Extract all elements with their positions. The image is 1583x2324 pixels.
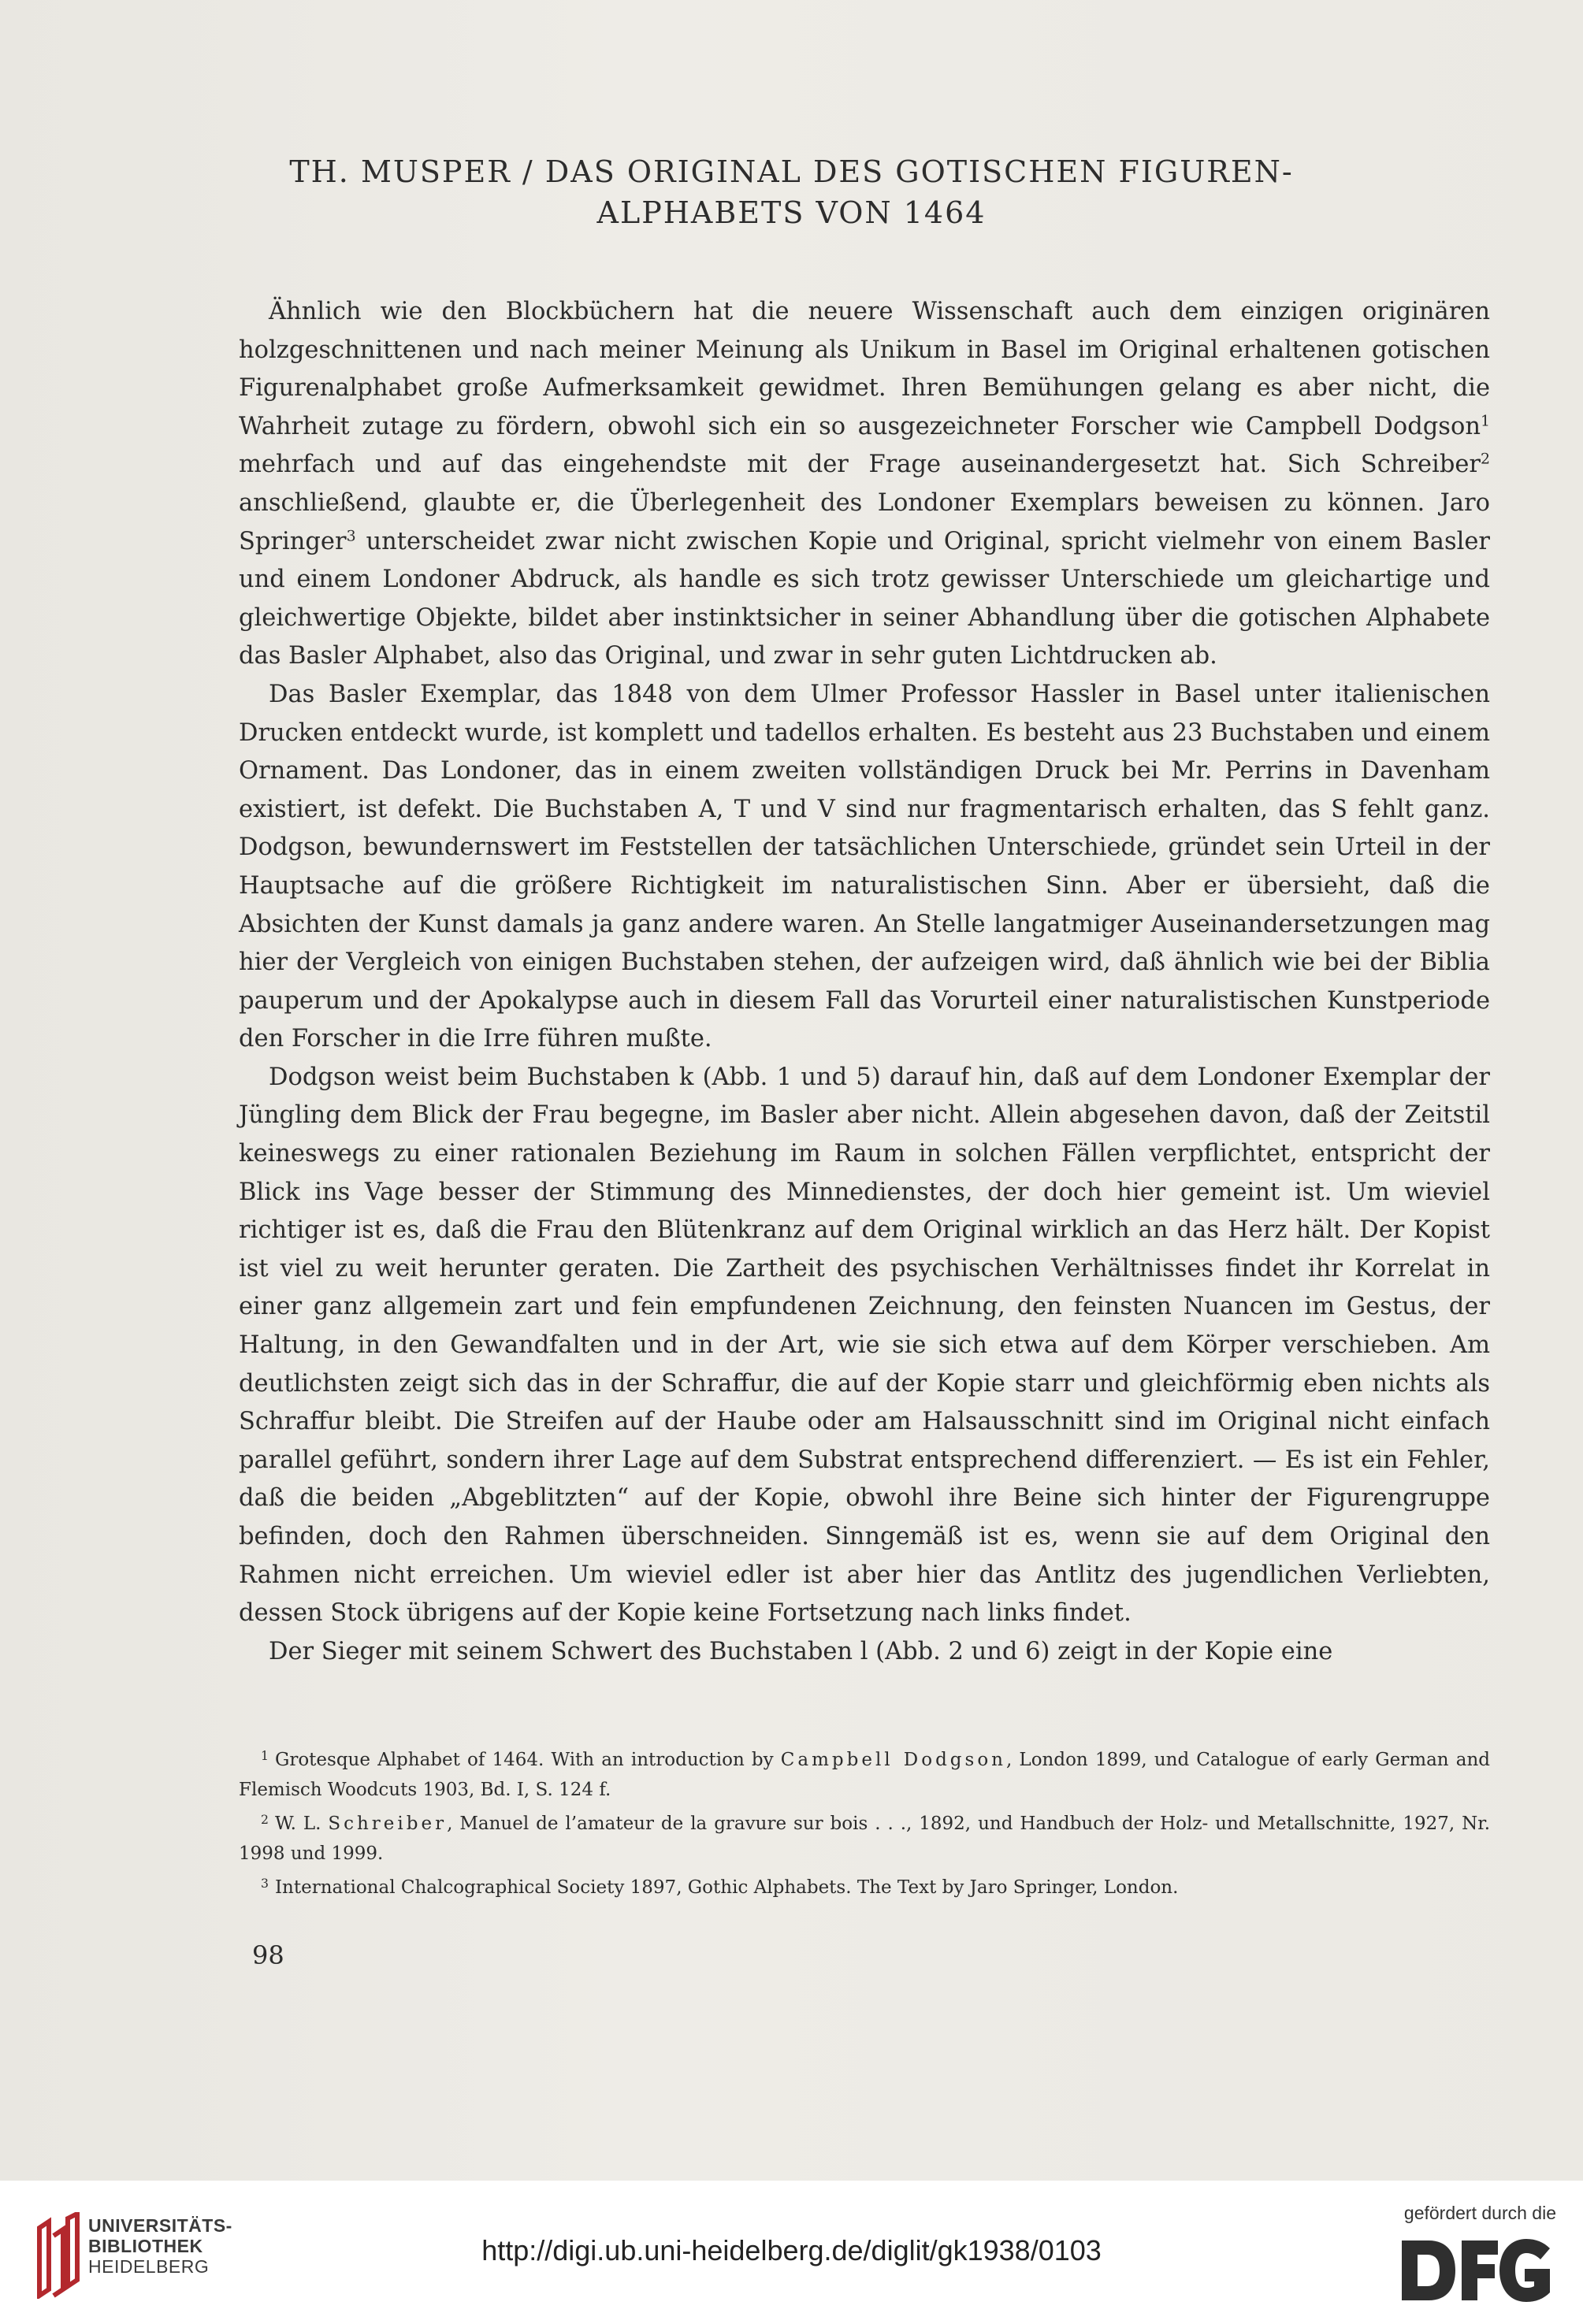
paragraph-2: Das Basler Exemplar, das 1848 von dem Ulmer Professor Hassler in Basel unter italienischen Drucken entdeckt wurde, ist komplett und tadellos erhalten. Es besteht aus 23 Buchstaben und einem Ornament. Das Londoner, das in einem zweiten vollständigen Druck bei Mr. Perrins in Davenham existiert, ist defekt. Die Buchstaben A, T und V sind nur fragmentarisch erhalten, das S fehlt ganz. Dodgson, bewundernswert im Feststellen der tatsächlichen Unterschiede, gründet sein Urteil in der Hauptsache auf die größere Richtigkeit im naturalistischen Sinn. Aber er übersieht, daß die Absichten der Kunst damals ja ganz andere waren. An Stelle langatmiger Auseinandersetzungen mag hier der Vergleich von einigen Buchstaben stehen, der aufzeigen wird, daß ähnlich wie bei der Biblia pauperum und der Apokalypse auch in diesem Fall das Vorurteil einer naturalistischen Kunstperiode den Forscher in die Irre führen mußte. xyxy=(239,680,1490,1053)
footnote-2-number: 2 xyxy=(261,1812,269,1828)
paragraph-1-text-a: Ähnlich wie den Blockbüchern hat die neuere Wissenschaft auch dem einzigen originären holzgeschnittenen und nach meiner Meinung als Unikum in Basel im Original erhaltenen gotischen Figurenalphabet große Aufmerksamkeit gewidmet. Ihren Bemühungen gelang es aber nicht, die Wahrheit zutage zu fördern, obwohl sich ein so ausgezeichneter Forscher wie Campbell Dodgson xyxy=(239,298,1490,440)
footnote-3 xyxy=(239,1869,1490,1903)
dfg-logo-icon[interactable] xyxy=(1399,2237,1553,2304)
paragraph-1-text-b: mehrfach und auf das eingehendste mit der Frage auseinandergesetzt hat. Sich Schreiber xyxy=(239,451,1481,479)
footnote-1 xyxy=(239,1741,1490,1805)
footnote-1-author: Campbell Dodgson xyxy=(780,1750,1006,1771)
footnote-2 xyxy=(239,1805,1490,1869)
footnote-ref-3: 3 xyxy=(346,527,356,545)
paragraph-1 xyxy=(239,293,1490,676)
article-body xyxy=(239,293,1490,1671)
footnote-3-text: International Chalcographical Society 1897, Gothic Alphabets. The Text by Jaro Springer, London. xyxy=(274,1877,1179,1899)
library-name-line-3: HEIDELBERG xyxy=(88,2256,210,2277)
paragraph-3: Dodgson weist beim Buchstaben k (Abb. 1 und 5) darauf hin, daß auf dem Londoner Exemplar der Jüngling dem Blick der Frau begegne, im Basler aber nicht. Allein abgesehen davon, daß der Zeitstil keineswegs zu einer rationalen Beziehung im Raum in solchen Fällen verpflichtet, entspricht der Blick ins Vage besser der Stimmung des Minnedienstes, der doch hier gemeint ist. Um wieviel richtiger ist es, daß die Frau den Blütenkranz auf dem Original wirklich an das Herz hält. Der Kopist ist viel zu weit herunter geraten. Die Zartheit des psychischen Verhältnisses findet ihr Korrelat in einer ganz allgemein zart und fein empfundenen Zeichnung, den feinsten Nuancen im Gestus, der Haltung, in den Gewandfalten und in der Art, wie sie sich etwa auf dem Körper verschieben. Am deutlichsten zeigt sich das in der Schraffur, die auf der Kopie starr und gleichförmig eben nichts als Schraffur bleibt. Die Streifen auf der Haube oder am Halsausschnitt sind im Original nicht einfach parallel geführt, sondern ihrer Lage auf dem Substrat entsprechend differenziert. — Es ist ein Fehler, daß die beiden „Abgeblitzten“ auf der Kopie, obwohl ihre Beine sich hinter der Figurengruppe befinden, doch den Rahmen überschneiden. Sinngemäß ist es, wenn sie auf dem Original den Rahmen nicht erreichen. Um wieviel edler ist aber hier das Antlitz des jugendlichen Verliebten, dessen Stock übrigens auf der Kopie keine Fortsetzung nach links findet. xyxy=(239,1063,1490,1628)
library-name-line-2: BIBLIOTHEK xyxy=(88,2236,203,2256)
paragraph-1-text-d: unterscheidet zwar nicht zwischen Kopie und Original, spricht vielmehr von einem Basler und einem Londoner Abdruck, als handle es sich trotz gewisser Unterschiede um gleichartige und gleichwertige Objekte, bildet aber instinktsicher in seiner Abhandlung über die gotischen Alphabete das Basler Alphabet, also das Original, und zwar in sehr guten Lichtdrucken ab. xyxy=(239,527,1490,670)
funded-by-label: gefördert durch die xyxy=(1403,2203,1556,2223)
paragraph-4: Der Sieger mit seinem Schwert des Buchstaben l (Abb. 2 und 6) zeigt in der Kopie eine xyxy=(269,1637,1333,1665)
article-title-line-1: TH. MUSPER / DAS ORIGINAL DES GOTISCHEN FIGUREN- xyxy=(289,154,1294,189)
footnote-ref-2: 2 xyxy=(1480,450,1490,468)
footnote-2-text-b: , Manuel de l’amateur de la gravure sur bois . . ., 1892, und Handbuch der Holz- und Metallschnitte, 1927, Nr. 1998 und 1999. xyxy=(239,1814,1491,1865)
permalink-url[interactable]: http://digi.ub.uni-heidelberg.de/diglit/gk1938/0103 xyxy=(481,2234,1102,2266)
article-title-line-2: ALPHABETS VON 1464 xyxy=(596,195,987,230)
footnote-2-author: Schreiber xyxy=(328,1814,448,1835)
library-name-line-1: UNIVERSITÄTS- xyxy=(88,2215,232,2236)
footnote-1-number: 1 xyxy=(261,1748,269,1763)
footnote-3-number: 3 xyxy=(261,1876,269,1891)
footnote-2-text-a: W. L. xyxy=(274,1814,329,1835)
footnote-ref-1: 1 xyxy=(1480,412,1490,430)
page-number: 98 xyxy=(252,1940,284,1970)
footnote-1-text-a: Grotesque Alphabet of 1464. With an introduction by xyxy=(274,1750,781,1771)
footnote-1-text-b: , London 1899, und Catalogue of early German and Flemisch Woodcuts 1903, Bd. I, S. 124 f. xyxy=(239,1750,1490,1801)
paragraph-1-text-c: anschließend, glaubte er, die Überlegenheit des Londoner Exemplars beweisen zu können. Jaro Springer xyxy=(239,488,1490,555)
footnotes xyxy=(239,1741,1490,1903)
article-title xyxy=(0,151,1583,233)
